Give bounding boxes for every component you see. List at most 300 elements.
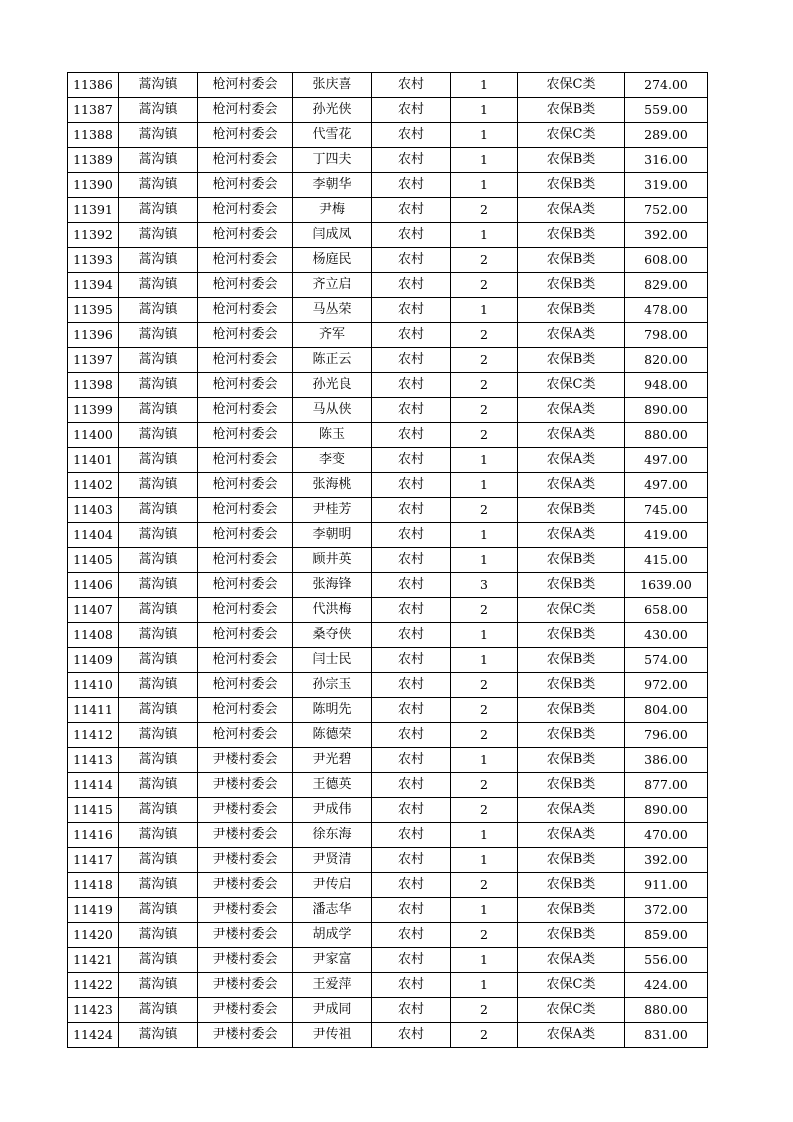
cell-household-type: 农村 [372, 398, 451, 423]
cell-village-committee: 枪河村委会 [198, 523, 293, 548]
cell-person-name: 尹成同 [293, 998, 372, 1023]
cell-people-count: 2 [451, 998, 518, 1023]
table-row [68, 923, 708, 948]
cell-household-type: 农村 [372, 948, 451, 973]
cell-town: 蒿沟镇 [119, 948, 198, 973]
cell-amount: 497.00 [625, 448, 708, 473]
cell-amount: 497.00 [625, 473, 708, 498]
cell-village-committee: 枪河村委会 [198, 573, 293, 598]
cell-people-count: 1 [451, 848, 518, 873]
cell-village-committee: 尹楼村委会 [198, 823, 293, 848]
cell-person-name: 马从侠 [293, 398, 372, 423]
table-row [68, 98, 708, 123]
cell-amount: 415.00 [625, 548, 708, 573]
cell-village-committee: 枪河村委会 [198, 648, 293, 673]
cell-town: 蒿沟镇 [119, 898, 198, 923]
cell-village-committee: 枪河村委会 [198, 698, 293, 723]
table-row [68, 223, 708, 248]
cell-town: 蒿沟镇 [119, 423, 198, 448]
cell-household-type: 农村 [372, 573, 451, 598]
cell-people-count: 2 [451, 698, 518, 723]
cell-town: 蒿沟镇 [119, 398, 198, 423]
cell-amount: 752.00 [625, 198, 708, 223]
cell-record-id: 11397 [68, 348, 119, 373]
table-row [68, 748, 708, 773]
cell-insurance-category: 农保B类 [518, 98, 625, 123]
cell-household-type: 农村 [372, 773, 451, 798]
cell-person-name: 尹梅 [293, 198, 372, 223]
cell-village-committee: 尹楼村委会 [198, 748, 293, 773]
cell-person-name: 闫士民 [293, 648, 372, 673]
cell-record-id: 11416 [68, 823, 119, 848]
cell-people-count: 1 [451, 173, 518, 198]
cell-town: 蒿沟镇 [119, 648, 198, 673]
cell-record-id: 11400 [68, 423, 119, 448]
cell-record-id: 11408 [68, 623, 119, 648]
cell-insurance-category: 农保A类 [518, 398, 625, 423]
cell-town: 蒿沟镇 [119, 523, 198, 548]
table-row [68, 323, 708, 348]
cell-record-id: 11420 [68, 923, 119, 948]
cell-village-committee: 尹楼村委会 [198, 898, 293, 923]
cell-people-count: 1 [451, 298, 518, 323]
cell-amount: 658.00 [625, 598, 708, 623]
table-row [68, 348, 708, 373]
table-row [68, 373, 708, 398]
cell-insurance-category: 农保B类 [518, 923, 625, 948]
cell-insurance-category: 农保B类 [518, 898, 625, 923]
cell-amount: 831.00 [625, 1023, 708, 1048]
cell-amount: 859.00 [625, 923, 708, 948]
table-row [68, 898, 708, 923]
cell-people-count: 1 [451, 948, 518, 973]
cell-amount: 274.00 [625, 73, 708, 98]
cell-amount: 574.00 [625, 648, 708, 673]
cell-town: 蒿沟镇 [119, 998, 198, 1023]
cell-household-type: 农村 [372, 848, 451, 873]
cell-person-name: 杨庭民 [293, 248, 372, 273]
cell-record-id: 11413 [68, 748, 119, 773]
cell-person-name: 潘志华 [293, 898, 372, 923]
cell-person-name: 代雪花 [293, 123, 372, 148]
cell-village-committee: 尹楼村委会 [198, 923, 293, 948]
table-row [68, 848, 708, 873]
table-row [68, 498, 708, 523]
cell-household-type: 农村 [372, 173, 451, 198]
table-row [68, 698, 708, 723]
table-row [68, 173, 708, 198]
table-row [68, 73, 708, 98]
cell-amount: 890.00 [625, 798, 708, 823]
cell-village-committee: 尹楼村委会 [198, 1023, 293, 1048]
table-row [68, 648, 708, 673]
cell-amount: 911.00 [625, 873, 708, 898]
cell-people-count: 2 [451, 773, 518, 798]
cell-insurance-category: 农保B类 [518, 773, 625, 798]
cell-town: 蒿沟镇 [119, 473, 198, 498]
cell-people-count: 2 [451, 273, 518, 298]
cell-record-id: 11398 [68, 373, 119, 398]
cell-people-count: 2 [451, 723, 518, 748]
cell-village-committee: 尹楼村委会 [198, 848, 293, 873]
cell-town: 蒿沟镇 [119, 273, 198, 298]
cell-record-id: 11423 [68, 998, 119, 1023]
cell-village-committee: 枪河村委会 [198, 198, 293, 223]
cell-household-type: 农村 [372, 723, 451, 748]
cell-people-count: 1 [451, 223, 518, 248]
cell-town: 蒿沟镇 [119, 573, 198, 598]
cell-village-committee: 枪河村委会 [198, 473, 293, 498]
cell-person-name: 陈正云 [293, 348, 372, 373]
cell-household-type: 农村 [372, 798, 451, 823]
cell-people-count: 1 [451, 73, 518, 98]
cell-amount: 392.00 [625, 223, 708, 248]
cell-town: 蒿沟镇 [119, 98, 198, 123]
cell-household-type: 农村 [372, 748, 451, 773]
cell-people-count: 1 [451, 648, 518, 673]
cell-people-count: 1 [451, 748, 518, 773]
table-body [68, 73, 708, 1048]
cell-household-type: 农村 [372, 923, 451, 948]
cell-insurance-category: 农保B类 [518, 648, 625, 673]
cell-record-id: 11407 [68, 598, 119, 623]
cell-amount: 877.00 [625, 773, 708, 798]
cell-insurance-category: 农保B类 [518, 498, 625, 523]
cell-household-type: 农村 [372, 673, 451, 698]
cell-household-type: 农村 [372, 623, 451, 648]
cell-record-id: 11404 [68, 523, 119, 548]
cell-people-count: 2 [451, 348, 518, 373]
cell-village-committee: 尹楼村委会 [198, 798, 293, 823]
cell-people-count: 2 [451, 423, 518, 448]
table-row [68, 673, 708, 698]
cell-record-id: 11395 [68, 298, 119, 323]
cell-village-committee: 枪河村委会 [198, 548, 293, 573]
cell-insurance-category: 农保B类 [518, 623, 625, 648]
cell-people-count: 1 [451, 898, 518, 923]
cell-insurance-category: 农保C类 [518, 598, 625, 623]
cell-town: 蒿沟镇 [119, 848, 198, 873]
cell-record-id: 11399 [68, 398, 119, 423]
cell-insurance-category: 农保C类 [518, 123, 625, 148]
cell-person-name: 丁四夫 [293, 148, 372, 173]
cell-people-count: 2 [451, 373, 518, 398]
cell-record-id: 11393 [68, 248, 119, 273]
cell-amount: 796.00 [625, 723, 708, 748]
cell-town: 蒿沟镇 [119, 323, 198, 348]
cell-village-committee: 尹楼村委会 [198, 873, 293, 898]
cell-record-id: 11387 [68, 98, 119, 123]
cell-amount: 386.00 [625, 748, 708, 773]
table-row [68, 423, 708, 448]
cell-person-name: 李变 [293, 448, 372, 473]
cell-record-id: 11417 [68, 848, 119, 873]
cell-village-committee: 枪河村委会 [198, 623, 293, 648]
cell-person-name: 徐东海 [293, 823, 372, 848]
cell-village-committee: 枪河村委会 [198, 173, 293, 198]
cell-amount: 745.00 [625, 498, 708, 523]
cell-household-type: 农村 [372, 348, 451, 373]
cell-person-name: 齐立启 [293, 273, 372, 298]
cell-insurance-category: 农保B类 [518, 573, 625, 598]
cell-people-count: 2 [451, 323, 518, 348]
cell-person-name: 顾井英 [293, 548, 372, 573]
cell-record-id: 11411 [68, 698, 119, 723]
table-row [68, 723, 708, 748]
cell-town: 蒿沟镇 [119, 798, 198, 823]
cell-village-committee: 尹楼村委会 [198, 773, 293, 798]
cell-village-committee: 尹楼村委会 [198, 948, 293, 973]
table-row [68, 623, 708, 648]
cell-town: 蒿沟镇 [119, 298, 198, 323]
table-row [68, 873, 708, 898]
cell-person-name: 胡成学 [293, 923, 372, 948]
cell-record-id: 11396 [68, 323, 119, 348]
cell-household-type: 农村 [372, 698, 451, 723]
cell-insurance-category: 农保B类 [518, 173, 625, 198]
cell-town: 蒿沟镇 [119, 623, 198, 648]
cell-village-committee: 枪河村委会 [198, 598, 293, 623]
cell-amount: 820.00 [625, 348, 708, 373]
cell-household-type: 农村 [372, 223, 451, 248]
cell-amount: 556.00 [625, 948, 708, 973]
table-row [68, 948, 708, 973]
cell-amount: 880.00 [625, 998, 708, 1023]
cell-record-id: 11412 [68, 723, 119, 748]
table-row [68, 248, 708, 273]
cell-people-count: 1 [451, 148, 518, 173]
cell-insurance-category: 农保A类 [518, 448, 625, 473]
cell-town: 蒿沟镇 [119, 823, 198, 848]
cell-amount: 798.00 [625, 323, 708, 348]
cell-town: 蒿沟镇 [119, 748, 198, 773]
cell-town: 蒿沟镇 [119, 1023, 198, 1048]
cell-record-id: 11414 [68, 773, 119, 798]
cell-record-id: 11392 [68, 223, 119, 248]
cell-amount: 608.00 [625, 248, 708, 273]
table-row [68, 598, 708, 623]
cell-amount: 880.00 [625, 423, 708, 448]
cell-amount: 948.00 [625, 373, 708, 398]
cell-insurance-category: 农保B类 [518, 698, 625, 723]
cell-amount: 289.00 [625, 123, 708, 148]
table-row [68, 523, 708, 548]
cell-person-name: 桑夺侠 [293, 623, 372, 648]
cell-people-count: 2 [451, 873, 518, 898]
cell-person-name: 尹光碧 [293, 748, 372, 773]
cell-household-type: 农村 [372, 548, 451, 573]
cell-people-count: 1 [451, 823, 518, 848]
cell-record-id: 11418 [68, 873, 119, 898]
cell-household-type: 农村 [372, 323, 451, 348]
cell-household-type: 农村 [372, 423, 451, 448]
cell-village-committee: 枪河村委会 [198, 73, 293, 98]
cell-record-id: 11424 [68, 1023, 119, 1048]
cell-people-count: 1 [451, 473, 518, 498]
cell-insurance-category: 农保A类 [518, 823, 625, 848]
cell-town: 蒿沟镇 [119, 498, 198, 523]
cell-town: 蒿沟镇 [119, 548, 198, 573]
cell-person-name: 闫成凤 [293, 223, 372, 248]
cell-amount: 470.00 [625, 823, 708, 848]
cell-village-committee: 枪河村委会 [198, 273, 293, 298]
table-row [68, 998, 708, 1023]
cell-insurance-category: 农保A类 [518, 323, 625, 348]
cell-people-count: 2 [451, 248, 518, 273]
cell-record-id: 11401 [68, 448, 119, 473]
cell-town: 蒿沟镇 [119, 198, 198, 223]
cell-record-id: 11419 [68, 898, 119, 923]
cell-town: 蒿沟镇 [119, 148, 198, 173]
table-row [68, 1023, 708, 1048]
cell-household-type: 农村 [372, 273, 451, 298]
cell-household-type: 农村 [372, 498, 451, 523]
cell-person-name: 尹贤清 [293, 848, 372, 873]
cell-town: 蒿沟镇 [119, 673, 198, 698]
cell-person-name: 李朝明 [293, 523, 372, 548]
cell-person-name: 陈玉 [293, 423, 372, 448]
cell-village-committee: 枪河村委会 [198, 348, 293, 373]
cell-town: 蒿沟镇 [119, 348, 198, 373]
cell-insurance-category: 农保A类 [518, 948, 625, 973]
cell-household-type: 农村 [372, 473, 451, 498]
cell-record-id: 11421 [68, 948, 119, 973]
cell-person-name: 孙光良 [293, 373, 372, 398]
cell-amount: 372.00 [625, 898, 708, 923]
cell-people-count: 2 [451, 398, 518, 423]
cell-household-type: 农村 [372, 598, 451, 623]
cell-village-committee: 尹楼村委会 [198, 973, 293, 998]
cell-insurance-category: 农保A类 [518, 423, 625, 448]
cell-town: 蒿沟镇 [119, 598, 198, 623]
cell-insurance-category: 农保C类 [518, 73, 625, 98]
cell-household-type: 农村 [372, 123, 451, 148]
cell-village-committee: 枪河村委会 [198, 148, 293, 173]
table-row [68, 148, 708, 173]
cell-person-name: 孙光侠 [293, 98, 372, 123]
cell-insurance-category: 农保A类 [518, 198, 625, 223]
cell-people-count: 1 [451, 973, 518, 998]
cell-person-name: 代洪梅 [293, 598, 372, 623]
cell-amount: 316.00 [625, 148, 708, 173]
cell-record-id: 11403 [68, 498, 119, 523]
cell-insurance-category: 农保B类 [518, 148, 625, 173]
cell-amount: 419.00 [625, 523, 708, 548]
cell-record-id: 11405 [68, 548, 119, 573]
cell-village-committee: 枪河村委会 [198, 423, 293, 448]
cell-insurance-category: 农保C类 [518, 973, 625, 998]
cell-household-type: 农村 [372, 973, 451, 998]
cell-town: 蒿沟镇 [119, 173, 198, 198]
cell-household-type: 农村 [372, 1023, 451, 1048]
cell-record-id: 11394 [68, 273, 119, 298]
cell-village-committee: 枪河村委会 [198, 498, 293, 523]
cell-town: 蒿沟镇 [119, 698, 198, 723]
cell-village-committee: 枪河村委会 [198, 223, 293, 248]
cell-record-id: 11415 [68, 798, 119, 823]
cell-household-type: 农村 [372, 523, 451, 548]
cell-insurance-category: 农保B类 [518, 673, 625, 698]
cell-household-type: 农村 [372, 998, 451, 1023]
cell-person-name: 陈德荣 [293, 723, 372, 748]
cell-people-count: 1 [451, 623, 518, 648]
cell-amount: 804.00 [625, 698, 708, 723]
table-row [68, 198, 708, 223]
cell-record-id: 11388 [68, 123, 119, 148]
cell-insurance-category: 农保A类 [518, 473, 625, 498]
cell-record-id: 11390 [68, 173, 119, 198]
cell-person-name: 张庆喜 [293, 73, 372, 98]
cell-household-type: 农村 [372, 823, 451, 848]
cell-person-name: 尹成伟 [293, 798, 372, 823]
cell-household-type: 农村 [372, 873, 451, 898]
cell-village-committee: 枪河村委会 [198, 373, 293, 398]
cell-insurance-category: 农保A类 [518, 798, 625, 823]
cell-insurance-category: 农保B类 [518, 223, 625, 248]
cell-person-name: 陈明先 [293, 698, 372, 723]
table-row [68, 548, 708, 573]
cell-people-count: 1 [451, 548, 518, 573]
cell-amount: 319.00 [625, 173, 708, 198]
table-row [68, 398, 708, 423]
cell-record-id: 11402 [68, 473, 119, 498]
cell-amount: 392.00 [625, 848, 708, 873]
cell-amount: 1639.00 [625, 573, 708, 598]
cell-person-name: 尹桂芳 [293, 498, 372, 523]
cell-insurance-category: 农保B类 [518, 273, 625, 298]
cell-town: 蒿沟镇 [119, 373, 198, 398]
cell-insurance-category: 农保B类 [518, 873, 625, 898]
cell-person-name: 齐军 [293, 323, 372, 348]
cell-people-count: 2 [451, 1023, 518, 1048]
table-row [68, 823, 708, 848]
cell-town: 蒿沟镇 [119, 973, 198, 998]
cell-household-type: 农村 [372, 898, 451, 923]
cell-record-id: 11386 [68, 73, 119, 98]
cell-insurance-category: 农保A类 [518, 523, 625, 548]
cell-town: 蒿沟镇 [119, 873, 198, 898]
cell-household-type: 农村 [372, 648, 451, 673]
cell-village-committee: 枪河村委会 [198, 723, 293, 748]
cell-person-name: 尹传启 [293, 873, 372, 898]
cell-amount: 829.00 [625, 273, 708, 298]
cell-insurance-category: 农保B类 [518, 298, 625, 323]
cell-town: 蒿沟镇 [119, 923, 198, 948]
cell-household-type: 农村 [372, 248, 451, 273]
cell-village-committee: 枪河村委会 [198, 398, 293, 423]
cell-village-committee: 枪河村委会 [198, 298, 293, 323]
cell-amount: 890.00 [625, 398, 708, 423]
cell-people-count: 2 [451, 798, 518, 823]
data-table [67, 72, 708, 1048]
cell-household-type: 农村 [372, 148, 451, 173]
cell-village-committee: 枪河村委会 [198, 123, 293, 148]
cell-record-id: 11389 [68, 148, 119, 173]
cell-village-committee: 枪河村委会 [198, 448, 293, 473]
cell-record-id: 11410 [68, 673, 119, 698]
table-row [68, 573, 708, 598]
cell-people-count: 2 [451, 673, 518, 698]
cell-village-committee: 枪河村委会 [198, 323, 293, 348]
cell-household-type: 农村 [372, 298, 451, 323]
cell-person-name: 王爱萍 [293, 973, 372, 998]
cell-insurance-category: 农保B类 [518, 748, 625, 773]
cell-insurance-category: 农保C类 [518, 998, 625, 1023]
table-row [68, 973, 708, 998]
cell-insurance-category: 农保B类 [518, 548, 625, 573]
cell-village-committee: 枪河村委会 [198, 248, 293, 273]
cell-people-count: 1 [451, 98, 518, 123]
